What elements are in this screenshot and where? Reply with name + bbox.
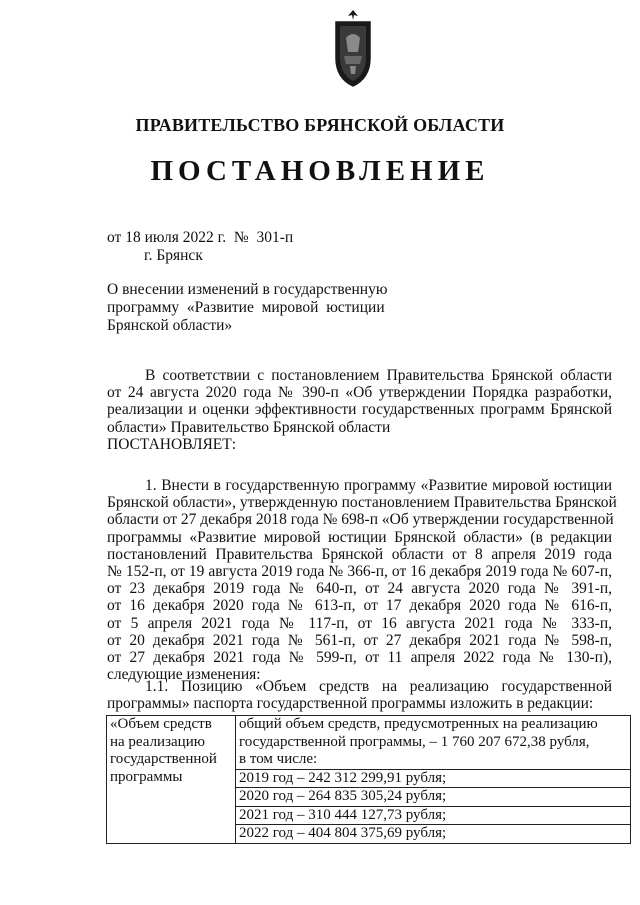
table-row: [107, 716, 631, 844]
table-cell-content: [236, 716, 631, 844]
text-line: от 24 августа 2020 года № 390-п «Об утверждении Порядка разработки,: [107, 384, 612, 402]
label-line: программы: [110, 768, 183, 785]
label-line: «Объем средств: [110, 716, 212, 732]
document-type: ПОСТАНОВЛЕНИЕ: [150, 155, 490, 187]
item-1-paragraph: [107, 477, 617, 684]
year-amount-row: 2022 год – 404 804 375,69 рубля;: [236, 824, 630, 843]
text-line: № 152-п, от 19 августа 2019 года № 366-п, от 16 декабря 2019 года № 607-п,: [107, 563, 612, 581]
content-line: общий объем средств, предусмотренных на реализацию: [239, 716, 598, 732]
text-line: от 23 декабря 2019 года № 640-п, от 24 августа 2020 года № 391-п,: [107, 580, 612, 598]
resolves-heading: ПОСТАНОВЛЯЕТ:: [107, 435, 237, 453]
text-line: постановлений Правительства Брянской области от 8 апреля 2019 года: [107, 545, 612, 563]
text-line: области от 27 декабря 2018 года № 698-п «Об утверждении государственной: [107, 511, 614, 529]
passport-table: [106, 715, 631, 844]
subject-line: Брянской области»: [107, 317, 233, 334]
text-line: от 5 апреля 2021 года № 117-п, от 16 августа 2021 года № 333-п,: [107, 614, 612, 632]
subject-line: О внесении изменений в государственную: [107, 281, 388, 298]
document-city: г. Брянск: [144, 247, 203, 264]
year-amount-row: 2021 год – 310 444 127,73 рубля;: [236, 806, 630, 825]
item-1-1-paragraph: [107, 678, 612, 712]
text-line: от 20 декабря 2021 года № 561-п, от 27 декабря 2021 года № 598-п,: [107, 631, 612, 649]
text-line: реализации и оценки эффективности государственных программ Брянской: [107, 401, 612, 419]
coat-of-arms-icon: [330, 8, 376, 88]
text-line: Брянской области», утвержденную постановлением Правительства Брянской: [107, 494, 617, 512]
text-line: от 27 декабря 2021 года № 599-п, от 11 апреля 2022 года № 130-п),: [107, 649, 612, 667]
table-cell-label: [107, 716, 236, 844]
government-name: ПРАВИТЕЛЬСТВО БРЯНСКОЙ ОБЛАСТИ: [135, 115, 505, 135]
content-line: в том числе:: [239, 751, 318, 767]
text-line: В соответствии с постановлением Правительства Брянской области: [145, 367, 612, 384]
text-line: программы «Развитие мировой юстиции Брянской области» (в редакции: [107, 528, 612, 546]
subject-line: программу «Развитие мировой юстиции: [107, 299, 385, 316]
text-line: области» Правительство Брянской области: [107, 418, 391, 436]
year-amount-row: 2020 год – 264 835 305,24 рубля;: [236, 787, 630, 806]
text-line: от 16 декабря 2020 года № 613-п, от 17 декабря 2020 года № 616-п,: [107, 597, 612, 615]
document-date-number: от 18 июля 2022 г. № 301-п: [107, 229, 294, 246]
label-line: на реализацию: [110, 733, 205, 750]
content-line: государственной программы, – 1 760 207 672,38 рубля,: [239, 733, 590, 750]
text-line: следующие изменения:: [107, 666, 261, 684]
text-line: 1.1. Позицию «Объем средств на реализацию государственной: [145, 678, 612, 695]
preamble-paragraph: [107, 367, 612, 453]
year-amount-row: 2019 год – 242 312 299,91 рубля;: [236, 769, 630, 788]
label-line: государственной: [110, 751, 217, 767]
text-line: 1. Внести в государственную программу «Развитие мировой юстиции: [145, 477, 612, 494]
text-line: программы» паспорта государственной программы изложить в редакции:: [107, 695, 594, 713]
